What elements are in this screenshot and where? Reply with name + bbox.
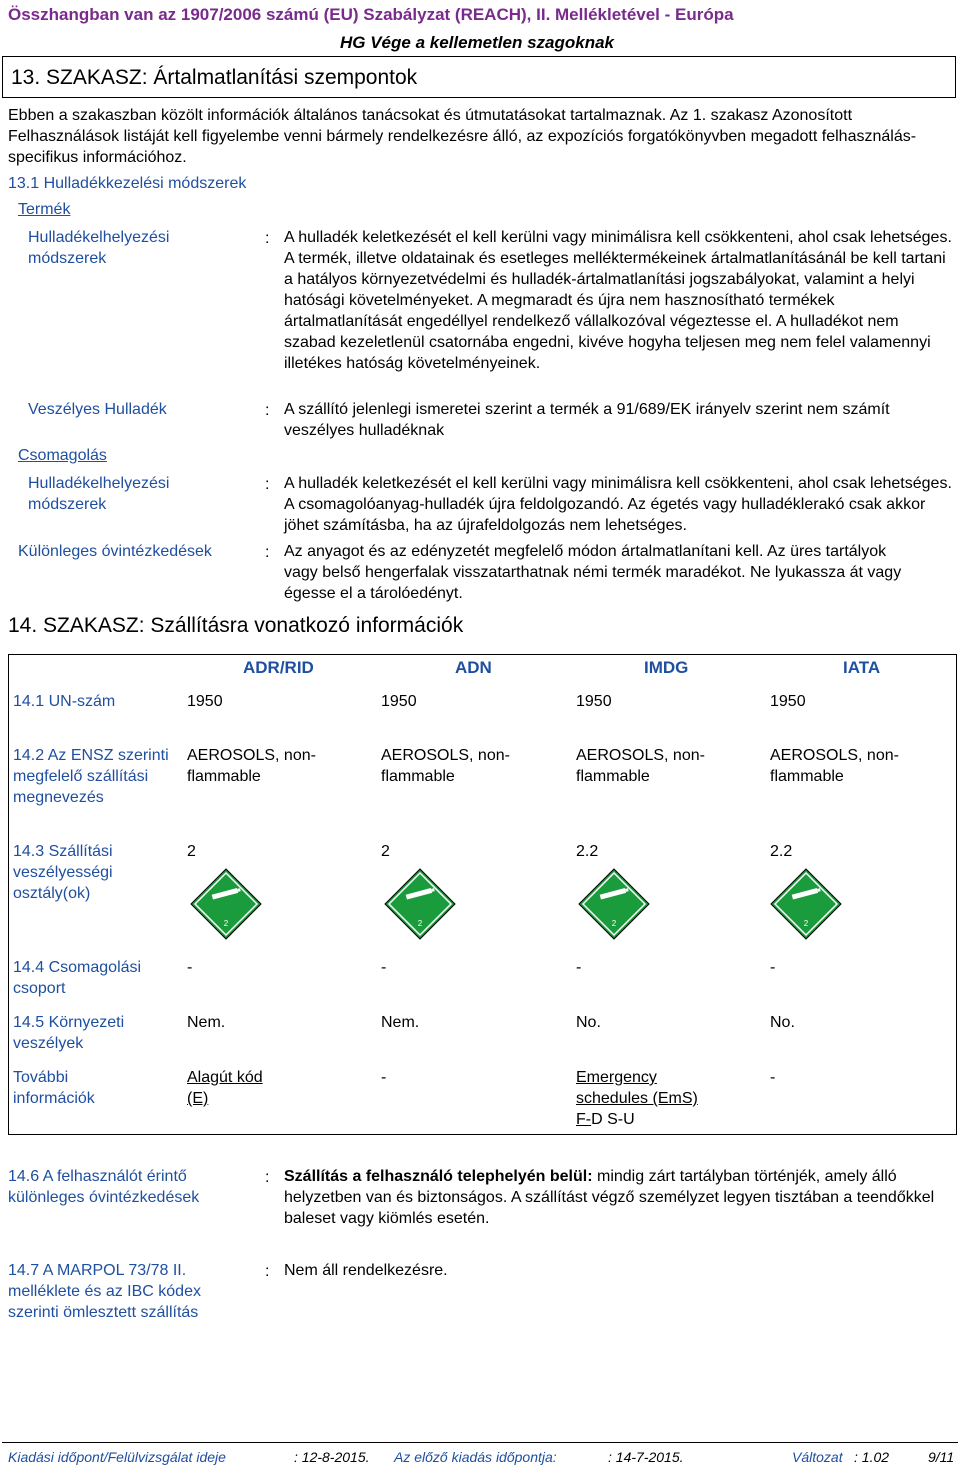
tunnel-code-value: (E) — [187, 1090, 209, 1107]
col-header-adn: ADN — [455, 658, 492, 677]
marpol-text: Nem áll rendelkezésre. — [284, 1262, 448, 1279]
colon: : — [265, 1263, 270, 1280]
tunnel-code-label: Alagút kód — [187, 1069, 263, 1086]
hazardous-waste-text: A szállító jelenlegi ismeretei szerint a termék a 91/689/EK irányelv szerint nem számít veszélyes hulladéknak — [284, 401, 890, 439]
col-header-adr: ADR/RID — [243, 658, 314, 677]
version-value: : 1.02 — [854, 1449, 890, 1465]
gas-cylinder-hazard-icon — [190, 868, 262, 940]
shipping-name-iata: AEROSOLS, non-flammable — [770, 747, 899, 785]
un-number-adn: 1950 — [381, 693, 417, 710]
un-number-imdg: 1950 — [576, 693, 612, 710]
col-header-iata: IATA — [843, 658, 881, 677]
colon: : — [265, 476, 270, 493]
hazard-class-iata: 2.2 — [770, 843, 793, 860]
further-info-label: További információk — [13, 1069, 95, 1107]
packing-group-adr: - — [187, 959, 193, 976]
hazard-class-adr: 2 — [187, 843, 196, 860]
col-header-imdg: IMDG — [644, 658, 689, 677]
shipping-name-label: 14.2 Az ENSZ szerinti megfelelő szállítási megnevezés — [13, 747, 169, 806]
packaging-methods-label: Hulladékelhelyezési módszerek — [28, 475, 170, 513]
section-13-title-box — [2, 56, 956, 98]
termek-heading: Termék — [18, 201, 71, 218]
section-13-intro: Ebben a szakaszban közölt információk általános tanácsokat és útmutatásokat tartalmaznak. Az 1. szakasz Azonosított Felhasználások listáját kell figyelembe venni bármely rendelkezésre álló, az expozíciós forgatókönyvben megadott felhasználás-specifikus információhoz. — [8, 107, 917, 166]
un-number-iata: 1950 — [770, 693, 806, 710]
colon: : — [265, 402, 270, 419]
shipping-name-adn: AEROSOLS, non-flammable — [381, 747, 510, 785]
waste-methods-label: Hulladékelhelyezési módszerek — [28, 229, 170, 267]
gas-cylinder-hazard-icon — [384, 868, 456, 940]
packing-group-iata: - — [770, 959, 776, 976]
hazard-label-number: 2 — [611, 919, 617, 928]
env-hazards-adr: Nem. — [187, 1014, 226, 1031]
gas-cylinder-hazard-icon — [770, 868, 842, 940]
product-name: HG Vége a kellemetlen szagoknak — [340, 33, 615, 52]
regulation-header: Összhangban van az 1907/2006 számú (EU) Szabályzat (REACH), II. Mellékletével - Európa — [8, 5, 734, 24]
issue-date-label: Kiadási időpont/Felülvizsgálat ideje — [8, 1449, 226, 1465]
ems-value — [576, 1109, 635, 1130]
user-precautions-text — [284, 1166, 954, 1229]
user-precautions-bold: Szállítás a felhasználó telephelyén belül: — [284, 1168, 593, 1185]
subsection-13-1-title: 13.1 Hulladékkezelési módszerek — [8, 175, 247, 192]
waste-methods-text: A hulladék keletkezését el kell kerülni vagy minimálisra kell csökkenteni, ahol csak lehetséges. A termék, illetve oldatainak és esetleges melléktermékeinek ártalmatlanításánál be kell tartani a hatályos környezetvédelmi és hulladék-ártalmatlanítási jogszabályokat, valamint a helyi hatósági követelményeket. A megmaradt és újra nem hasznosítható termékek ártalmatlanítását engedéllyel rendelkező vállalkozóval végeztesse el. A hulladékot nem szabad kezeletlenül csatornába engedni, kivéve hogyha teljesen meg nem felel valamennyi illetékes hatóság követelményeinek. — [284, 229, 952, 372]
page-footer — [2, 1442, 958, 1476]
user-precautions-label: 14.6 A felhasználót érintő különleges óvintézkedések — [8, 1168, 200, 1206]
env-hazards-adn: Nem. — [381, 1014, 420, 1031]
env-hazards-imdg: No. — [576, 1014, 601, 1031]
shipping-name-adr: AEROSOLS, non-flammable — [187, 747, 316, 785]
packing-group-imdg: - — [576, 959, 582, 976]
user-precautions-body: mindig zárt tartályban történjék, amely álló helyzetben van és biztonságos. A szállítást végző személyzet legyen tisztában a teendőkkel baleset vagy kiömlés esetén. — [284, 1168, 935, 1227]
special-precautions-text: Az anyagot és az edényzetét megfelelő módon ártalmatlanítani kell. Az üres tartályok vagy belső hengerfalak visszatarthatnak némi termék maradékot. Ne lyukassza át vagy égesse el a tárolóedényt. — [284, 543, 902, 602]
env-hazards-iata: No. — [770, 1014, 795, 1031]
hazard-class-imdg: 2.2 — [576, 843, 599, 860]
section-13-title: 13. SZAKASZ: Ártalmatlanítási szempontok — [11, 66, 418, 89]
colon: : — [265, 230, 270, 247]
colon: : — [265, 544, 270, 561]
version-label: Változat — [792, 1449, 843, 1465]
marpol-label: 14.7 A MARPOL 73/78 II. melléklete és az IBC kódex szerinti ömlesztett szállítás — [8, 1262, 201, 1321]
hazard-label-number: 2 — [803, 919, 809, 928]
ems-label-2: schedules (EmS) — [576, 1090, 698, 1107]
gas-cylinder-hazard-icon — [578, 868, 650, 940]
previous-date-value: : 14-7-2015. — [608, 1449, 684, 1465]
ems-value-rest: D S-U — [591, 1111, 635, 1128]
hazard-class-adn: 2 — [381, 843, 390, 860]
packing-group-adn: - — [381, 959, 387, 976]
issue-date-value: : 12-8-2015. — [294, 1449, 370, 1465]
section-14-title: 14. SZAKASZ: Szállításra vonatkozó információk — [8, 614, 464, 637]
ems-label-1: Emergency — [576, 1069, 657, 1086]
packaging-methods-text: A hulladék keletkezését el kell kerülni vagy minimálisra kell csökkenteni, ahol csak lehetséges. A csomagolóanyag-hulladék újra feldolgozandó. Az égetés vagy hulladéklerakó csak akkor jöhet számításba, ha az újrafeldolgozás nem lehetséges. — [284, 475, 952, 534]
page-number: 9/11 — [928, 1449, 955, 1465]
hazard-label-number: 2 — [417, 919, 423, 928]
previous-date-label: Az előző kiadás időpontja: — [394, 1449, 557, 1465]
hazardous-waste-label: Veszélyes Hulladék — [28, 401, 167, 418]
ems-value-prefix: F- — [576, 1111, 592, 1128]
further-info-adn: - — [381, 1069, 387, 1086]
shipping-name-imdg: AEROSOLS, non-flammable — [576, 747, 705, 785]
special-precautions-label: Különleges óvintézkedések — [18, 543, 212, 560]
packing-group-label: 14.4 Csomagolási csoport — [13, 959, 142, 997]
further-info-iata: - — [770, 1069, 776, 1086]
hazard-class-label: 14.3 Szállítási veszélyességi osztály(ok) — [13, 843, 113, 902]
packaging-heading: Csomagolás — [18, 447, 107, 464]
un-number-adr: 1950 — [187, 693, 223, 710]
un-number-label: 14.1 UN-szám — [13, 693, 116, 710]
hazard-label-number: 2 — [223, 919, 229, 928]
env-hazards-label: 14.5 Környezeti veszélyek — [13, 1014, 125, 1052]
colon: : — [265, 1169, 270, 1186]
